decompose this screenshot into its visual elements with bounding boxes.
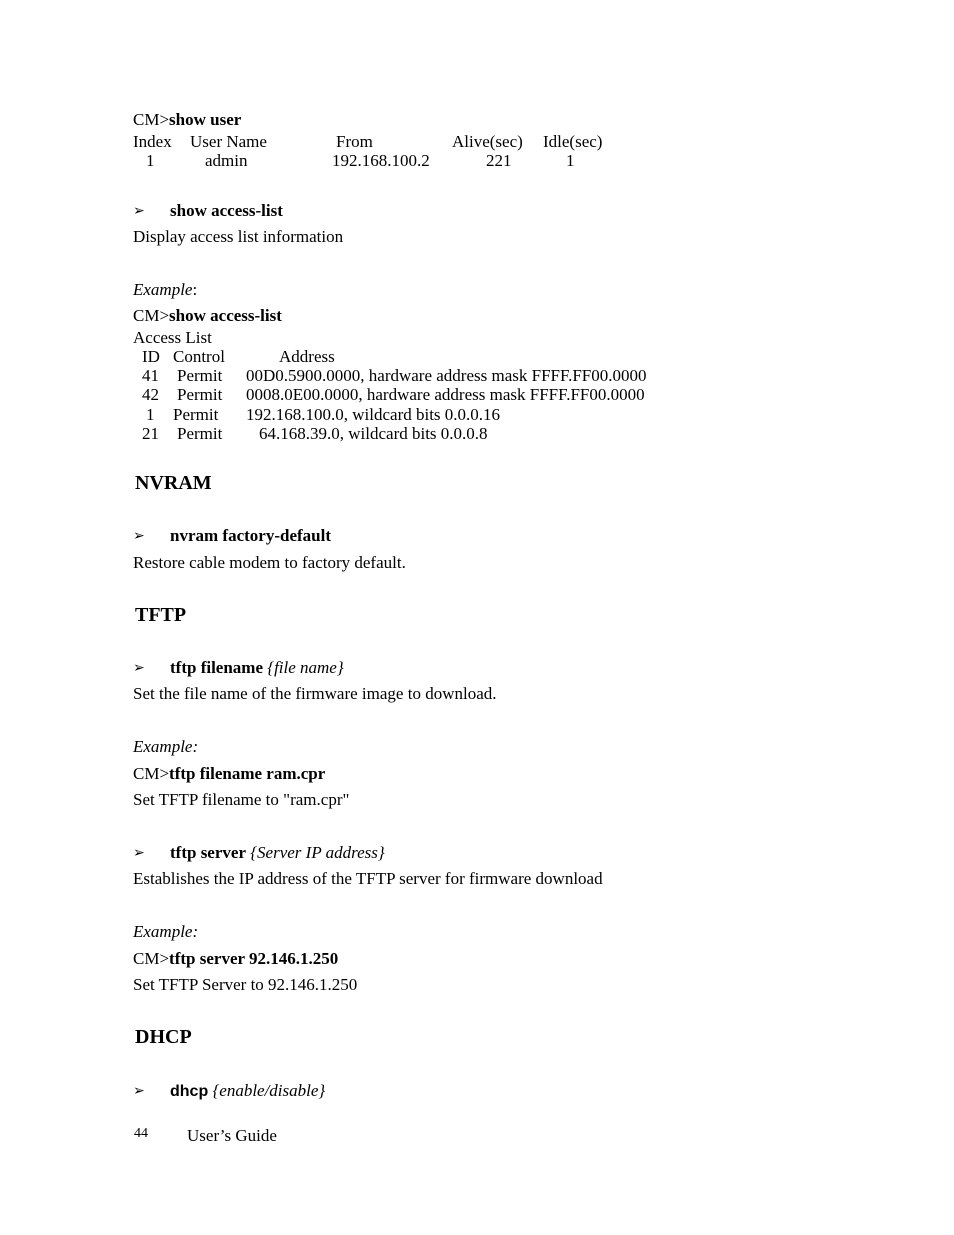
cli-prompt: CM> [133,949,170,968]
table-header-index: Index [133,132,172,151]
table-cell-id: 21 [142,424,159,443]
access-list-title: Access List [133,328,212,347]
command-title-tftp-server: tftp server {Server IP address} [170,843,385,862]
cli-prompt: CM> [133,764,170,783]
cli-command: tftp server 92.146.1.250 [169,949,339,968]
table-cell-idle: 1 [566,151,575,170]
command-parameter: {Server IP address} [250,843,385,862]
cli-command: show access-list [169,306,282,325]
bullet-arrow-icon: ➢ [133,845,145,861]
example-command-line [133,764,325,784]
section-heading-tftp: TFTP [135,604,187,626]
example-label: Example: [133,922,199,941]
table-cell-alive: 221 [486,151,512,170]
table-header-control: Control [173,347,225,366]
bullet-arrow-icon: ➢ [133,528,145,544]
bullet-arrow-icon: ➢ [133,1083,145,1099]
table-header-address: Address [279,347,335,366]
command-title-show-access-list: show access-list [170,201,283,220]
table-header-alive: Alive(sec) [452,132,523,151]
table-cell-address: 00D0.5900.0000, hardware address mask FFFF.FF00.0000 [246,366,647,385]
table-cell-id: 42 [142,385,159,404]
bullet-arrow-icon: ➢ [133,660,145,676]
table-cell-control: Permit [173,405,219,424]
show-user-command-line [133,110,241,130]
cli-prompt: CM> [133,306,170,325]
command-title-nvram-factory-default: nvram factory-default [170,526,331,545]
cli-command: tftp filename ram.cpr [169,764,326,783]
footer-guide-title: User’s Guide [187,1126,277,1145]
example-command-line [133,306,282,326]
section-heading-dhcp: DHCP [135,1026,192,1048]
table-header-from: From [336,132,373,151]
example-result: Set TFTP Server to 92.146.1.250 [133,975,358,994]
table-cell-from: 192.168.100.2 [332,151,430,170]
command-description: Restore cable modem to factory default. [133,553,406,572]
command-description: Display access list information [133,227,344,246]
command-title-tftp-filename: tftp filename {file name} [170,658,344,677]
table-cell-id: 41 [142,366,159,385]
command-parameter: {file name} [267,658,344,677]
cli-prompt: CM> [133,110,170,129]
table-cell-control: Permit [177,424,223,443]
example-result: Set TFTP filename to "ram.cpr" [133,790,350,809]
example-command-line [133,949,338,969]
command-description: Establishes the IP address of the TFTP server for firmware download [133,869,603,888]
table-header-user-name: User Name [190,132,267,151]
table-cell-address: 64.168.39.0, wildcard bits 0.0.0.8 [259,424,488,443]
table-cell-address: 192.168.100.0, wildcard bits 0.0.0.16 [246,405,501,424]
command-parameter: {enable/disable} [212,1081,326,1100]
table-cell-control: Permit [177,385,223,404]
table-header-id: ID [142,347,160,366]
table-header-idle: Idle(sec) [543,132,603,151]
table-cell-control: Permit [177,366,223,385]
page-number: 44 [134,1126,148,1141]
bullet-arrow-icon: ➢ [133,203,145,219]
table-cell-user-name: admin [205,151,248,170]
example-label: Example: [133,280,198,299]
table-cell-index: 1 [146,151,155,170]
section-heading-nvram: NVRAM [135,472,212,494]
command-title-dhcp: dhcp {enable/disable} [170,1081,326,1100]
cli-command: show user [169,110,242,129]
table-cell-id: 1 [146,405,155,424]
table-cell-address: 0008.0E00.0000, hardware address mask FFFF.FF00.0000 [246,385,645,404]
example-label: Example: [133,737,199,756]
command-description: Set the file name of the firmware image to download. [133,684,497,703]
